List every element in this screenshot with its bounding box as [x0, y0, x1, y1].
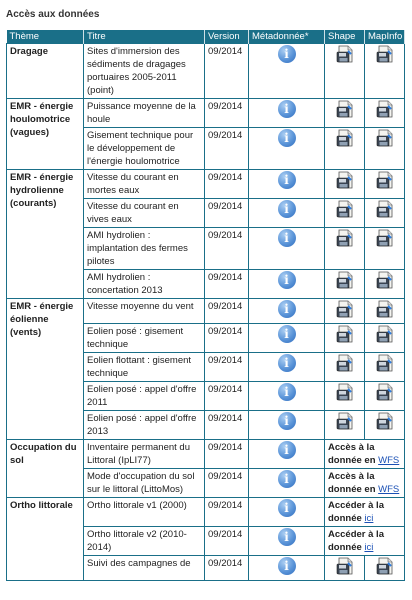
access-cell	[325, 527, 405, 556]
version-cell: 09/2014	[205, 527, 249, 556]
info-icon[interactable]: i	[278, 325, 296, 343]
mapinfo-cell	[365, 324, 405, 353]
mapinfo-cell	[365, 199, 405, 228]
title-cell: Eolien flottant : gisement technique	[84, 353, 205, 382]
title-cell: AMI hydrolien : concertation 2013	[84, 270, 205, 299]
info-icon[interactable]: i	[278, 45, 296, 63]
shape-cell	[325, 99, 365, 128]
header-version: Version	[205, 30, 249, 44]
shape-download-icon[interactable]	[336, 557, 354, 575]
metadata-cell	[249, 353, 325, 382]
access-text: Accéder à la donnée	[328, 500, 384, 524]
shape-cell	[325, 170, 365, 199]
theme-cell: EMR - énergie houlomotrice (vagues)	[7, 99, 84, 170]
theme-cell: Occupation du sol	[7, 440, 84, 498]
data-access-table	[6, 30, 405, 581]
title-cell: Vitesse moyenne du vent	[84, 299, 205, 324]
mapinfo-download-icon[interactable]	[376, 229, 394, 247]
access-text: Accès à la donnée en	[328, 442, 376, 466]
title-cell: Vitesse du courant en vives eaux	[84, 199, 205, 228]
theme-cell: Ortho littorale	[7, 498, 84, 581]
title-cell: Ortho littorale v1 (2000)	[84, 498, 205, 527]
mapinfo-download-icon[interactable]	[376, 300, 394, 318]
table-row	[7, 99, 405, 128]
shape-cell	[325, 556, 365, 581]
shape-download-icon[interactable]	[336, 229, 354, 247]
title-cell: Sites d'immersion des sédiments de dragages portuaires 2005-2011 (point)	[84, 44, 205, 99]
shape-download-icon[interactable]	[336, 100, 354, 118]
theme-cell: EMR - énergie éolienne (vents)	[7, 299, 84, 440]
info-icon[interactable]: i	[278, 229, 296, 247]
mapinfo-cell	[365, 411, 405, 440]
mapinfo-cell	[365, 556, 405, 581]
shape-cell	[325, 228, 365, 270]
shape-download-icon[interactable]	[336, 412, 354, 430]
header-mapinfo: MapInfo	[365, 30, 405, 44]
title-cell: Eolien posé : gisement technique	[84, 324, 205, 353]
theme-cell: EMR - énergie hydrolienne (courants)	[7, 170, 84, 299]
title-cell: Gisement technique pour le développement de l'énergie houlomotrice	[84, 128, 205, 170]
info-icon[interactable]: i	[278, 171, 296, 189]
version-cell: 09/2014	[205, 228, 249, 270]
table-row	[7, 440, 405, 469]
title-cell: Puissance moyenne de la houle	[84, 99, 205, 128]
mapinfo-download-icon[interactable]	[376, 325, 394, 343]
shape-cell	[325, 199, 365, 228]
metadata-cell	[249, 170, 325, 199]
title-cell: AMI hydrolien : implantation des fermes pilotes	[84, 228, 205, 270]
access-link[interactable]: ici	[364, 542, 374, 553]
version-cell: 09/2014	[205, 170, 249, 199]
theme-cell: Dragage	[7, 44, 84, 99]
mapinfo-download-icon[interactable]	[376, 383, 394, 401]
shape-download-icon[interactable]	[336, 300, 354, 318]
shape-cell	[325, 44, 365, 99]
mapinfo-download-icon[interactable]	[376, 557, 394, 575]
version-cell: 09/2014	[205, 270, 249, 299]
version-cell: 09/2014	[205, 411, 249, 440]
metadata-cell	[249, 128, 325, 170]
info-icon[interactable]: i	[278, 129, 296, 147]
mapinfo-cell	[365, 99, 405, 128]
mapinfo-cell	[365, 44, 405, 99]
metadata-cell	[249, 299, 325, 324]
metadata-cell	[249, 270, 325, 299]
shape-cell	[325, 270, 365, 299]
info-icon[interactable]: i	[278, 100, 296, 118]
version-cell: 09/2014	[205, 353, 249, 382]
info-icon[interactable]: i	[278, 300, 296, 318]
table-row	[7, 498, 405, 527]
shape-cell	[325, 299, 365, 324]
shape-download-icon[interactable]	[336, 271, 354, 289]
info-icon[interactable]: i	[278, 441, 296, 459]
version-cell: 09/2014	[205, 199, 249, 228]
version-cell: 09/2014	[205, 324, 249, 353]
mapinfo-cell	[365, 228, 405, 270]
table-body	[7, 44, 405, 581]
access-cell	[325, 440, 405, 469]
mapinfo-download-icon[interactable]	[376, 171, 394, 189]
table-header-row	[7, 30, 405, 44]
metadata-cell	[249, 527, 325, 556]
metadata-cell	[249, 324, 325, 353]
table-row	[7, 44, 405, 99]
version-cell: 09/2014	[205, 128, 249, 170]
metadata-cell	[249, 498, 325, 527]
mapinfo-download-icon[interactable]	[376, 200, 394, 218]
info-icon[interactable]: i	[278, 354, 296, 372]
mapinfo-download-icon[interactable]	[376, 45, 394, 63]
title-cell: Mode d'occupation du sol sur le littoral (LittoMos)	[84, 469, 205, 498]
shape-cell	[325, 382, 365, 411]
version-cell: 09/2014	[205, 44, 249, 99]
metadata-cell	[249, 228, 325, 270]
access-cell	[325, 498, 405, 527]
table-row	[7, 299, 405, 324]
shape-download-icon[interactable]	[336, 171, 354, 189]
info-icon[interactable]: i	[278, 383, 296, 401]
table-row	[7, 170, 405, 199]
mapinfo-cell	[365, 170, 405, 199]
version-cell: 09/2014	[205, 440, 249, 469]
shape-download-icon[interactable]	[336, 200, 354, 218]
metadata-cell	[249, 382, 325, 411]
info-icon[interactable]: i	[278, 528, 296, 546]
metadata-cell	[249, 469, 325, 498]
access-link[interactable]: WFS	[378, 455, 400, 466]
mapinfo-download-icon[interactable]	[376, 412, 394, 430]
metadata-cell	[249, 556, 325, 581]
mapinfo-download-icon[interactable]	[376, 354, 394, 372]
shape-cell	[325, 353, 365, 382]
page-title: Accès aux données	[6, 9, 100, 20]
header-theme: Thème	[7, 30, 84, 44]
mapinfo-cell	[365, 128, 405, 170]
title-cell: Vitesse du courant en mortes eaux	[84, 170, 205, 199]
info-icon[interactable]: i	[278, 470, 296, 488]
shape-cell	[325, 411, 365, 440]
info-icon[interactable]: i	[278, 412, 296, 430]
info-icon[interactable]: i	[278, 200, 296, 218]
shape-download-icon[interactable]	[336, 354, 354, 372]
header-metadata: Métadonnée*	[249, 30, 325, 44]
access-cell	[325, 469, 405, 498]
mapinfo-download-icon[interactable]	[376, 271, 394, 289]
metadata-cell	[249, 99, 325, 128]
info-icon[interactable]: i	[278, 557, 296, 575]
header-title: Titre	[84, 30, 205, 44]
metadata-cell	[249, 199, 325, 228]
version-cell: 09/2014	[205, 556, 249, 581]
metadata-cell	[249, 411, 325, 440]
version-cell: 09/2014	[205, 99, 249, 128]
shape-cell	[325, 128, 365, 170]
version-cell: 09/2014	[205, 469, 249, 498]
version-cell: 09/2014	[205, 299, 249, 324]
title-cell: Ortho littorale v2 (2010-2014)	[84, 527, 205, 556]
access-link[interactable]: ici	[364, 513, 374, 524]
mapinfo-cell	[365, 382, 405, 411]
metadata-cell	[249, 440, 325, 469]
mapinfo-cell	[365, 270, 405, 299]
shape-download-icon[interactable]	[336, 325, 354, 343]
mapinfo-cell	[365, 299, 405, 324]
access-text: Accéder à la donnée	[328, 529, 384, 553]
version-cell: 09/2014	[205, 382, 249, 411]
mapinfo-download-icon[interactable]	[376, 129, 394, 147]
title-cell: Eolien posé : appel d'offre 2011	[84, 382, 205, 411]
title-cell: Suivi des campagnes de	[84, 556, 205, 581]
mapinfo-download-icon[interactable]	[376, 100, 394, 118]
shape-download-icon[interactable]	[336, 45, 354, 63]
title-cell: Eolien posé : appel d'offre 2013	[84, 411, 205, 440]
info-icon[interactable]: i	[278, 499, 296, 517]
shape-cell	[325, 324, 365, 353]
shape-download-icon[interactable]	[336, 383, 354, 401]
version-cell: 09/2014	[205, 498, 249, 527]
title-cell: Inventaire permanent du Littoral (IpLI77)	[84, 440, 205, 469]
access-link[interactable]: WFS	[378, 484, 400, 495]
shape-download-icon[interactable]	[336, 129, 354, 147]
access-text: Accès à la donnée en	[328, 471, 376, 495]
mapinfo-cell	[365, 353, 405, 382]
header-shape: Shape	[325, 30, 365, 44]
info-icon[interactable]: i	[278, 271, 296, 289]
metadata-cell	[249, 44, 325, 99]
